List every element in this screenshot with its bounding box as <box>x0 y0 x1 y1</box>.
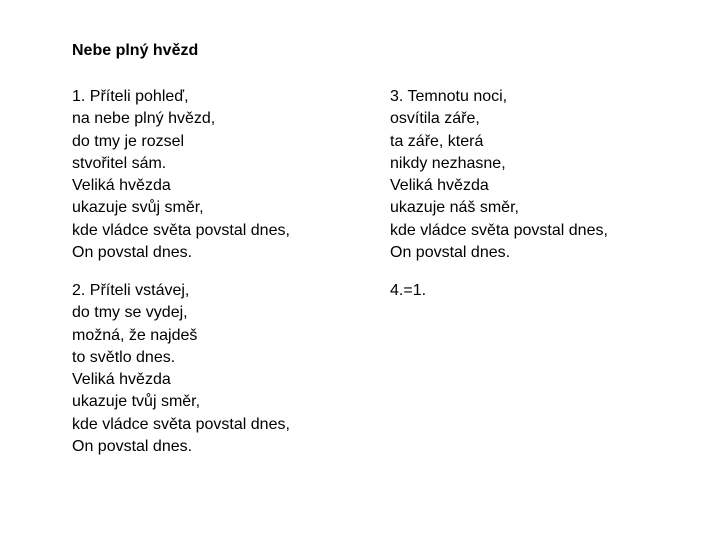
verse-line: možná, že najdeš <box>72 326 198 344</box>
verse-line: Veliká hvězda <box>390 177 489 195</box>
verse-line: Veliká hvězda <box>72 177 171 195</box>
verse-line: ukazuje tvůj směr, <box>72 393 201 411</box>
verse-4 <box>390 280 426 302</box>
verse-line: 4.=1. <box>390 282 427 299</box>
verse-line: do tmy je rozsel <box>72 132 185 150</box>
verse-line: On povstal dnes. <box>390 244 511 262</box>
verse-line: 1. Příteli pohleď, <box>72 88 189 105</box>
verse-line: do tmy se vydej, <box>72 304 188 322</box>
verse-line: to světlo dnes. <box>72 348 176 366</box>
verse-2 <box>72 280 290 458</box>
verse-3 <box>390 86 608 264</box>
verse-line: 3. Temnotu noci, <box>390 88 508 105</box>
verse-line: ukazuje náš směr, <box>390 199 519 217</box>
verse-line: On povstal dnes. <box>72 244 193 262</box>
verse-line: stvořitel sám. <box>72 154 167 172</box>
verse-1 <box>72 86 290 264</box>
verse-line: kde vládce světa povstal dnes, <box>72 415 290 433</box>
verse-line: On povstal dnes. <box>72 438 193 456</box>
verse-line: 2. Příteli vstávej, <box>72 282 190 299</box>
verse-line: kde vládce světa povstal dnes, <box>72 221 290 239</box>
verse-line: nikdy nezhasne, <box>390 154 506 172</box>
verse-line: kde vládce světa povstal dnes, <box>390 221 608 239</box>
verse-line: osvítila záře, <box>390 110 480 128</box>
verse-line: ta záře, která <box>390 132 484 150</box>
song-title: Nebe plný hvězd <box>72 42 199 59</box>
verse-line: na nebe plný hvězd, <box>72 110 216 128</box>
verse-line: Veliká hvězda <box>72 371 171 389</box>
verse-line: ukazuje svůj směr, <box>72 199 204 217</box>
